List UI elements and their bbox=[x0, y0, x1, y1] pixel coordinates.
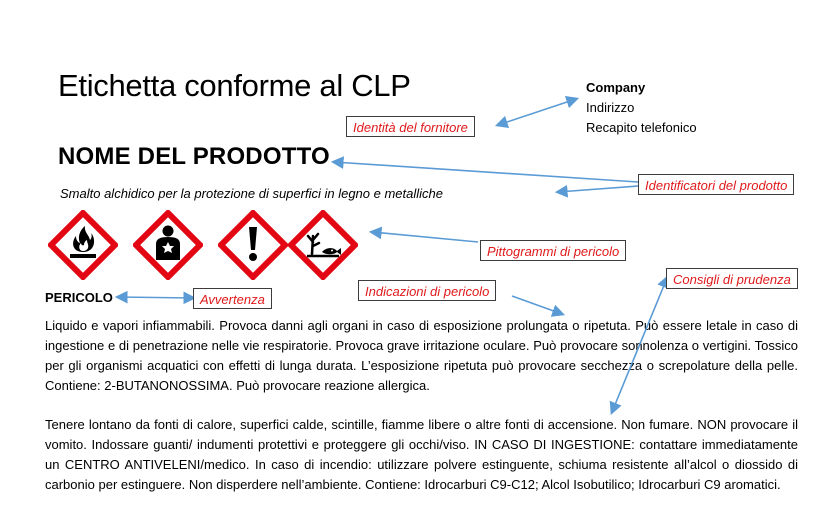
arrow-product-desc bbox=[558, 186, 638, 192]
company-block bbox=[586, 78, 697, 138]
health-hazard-icon bbox=[133, 210, 203, 280]
environment-icon bbox=[288, 210, 358, 280]
hazard-statements: Liquido e vapori infiammabili. Provoca danni agli organi in caso di esposizione prolungata o ripetuta. Può essere letale in caso di ingestione e di penetrazione nelle vie respiratorie. Provoca grave irritazione oculare. Può provocare sonnolenza o vertigini. Tossico per gli organismi acquatici con effetti di lunga durata. L’esposizione ripetuta può provocare secchezza o screpolature della pelle. Contiene: 2-BUTANONOSSIMA. Può provocare reazione allergica. bbox=[45, 318, 798, 393]
company-name: Company bbox=[586, 80, 646, 95]
arrow-product-name bbox=[334, 162, 638, 182]
signal-word: PERICOLO bbox=[45, 290, 113, 305]
flame-icon bbox=[48, 210, 118, 280]
arrow-supplier bbox=[498, 99, 576, 125]
company-phone: Recapito telefonico bbox=[586, 120, 697, 135]
exclamation-mark-icon bbox=[218, 210, 288, 280]
arrow-pictograms bbox=[372, 232, 478, 242]
page-title: Etichetta conforme al CLP bbox=[58, 68, 411, 103]
product-description: Smalto alchidico per la protezione di superfici in legno e metalliche bbox=[60, 186, 443, 201]
arrow-hazard bbox=[512, 296, 562, 314]
product-name: NOME DEL PRODOTTO bbox=[58, 143, 330, 170]
company-address: Indirizzo bbox=[586, 100, 635, 115]
callout-product-identifiers: Identificatori del prodotto bbox=[638, 174, 794, 195]
callout-hazard-statements: Indicazioni di pericolo bbox=[358, 280, 496, 301]
arrow-signal-word bbox=[118, 297, 193, 298]
callout-signal-word: Avvertenza bbox=[193, 288, 272, 309]
precautionary-statements: Tenere lontano da fonti di calore, superfici calde, scintille, fiamme libere o altre fonti di accensione. Non fumare. NON provocare il vomito. Indossare guanti/ indumenti protettivi e proteggere gli occhi/viso. IN CASO DI INGESTIONE: contattare immediatamente un CENTRO ANTIVELENI/medico. In caso di incendio: utilizzare polvere estinguente, schiuma resistente all’alcol o diossido di carbonio per estinguere. Non disperdere nell’ambiente. Contiene: Idrocarburi C9-C12; Alcol Isobutilico; Idrocarburi C9 aromatici. bbox=[45, 417, 798, 492]
callout-supplier: Identità del fornitore bbox=[346, 116, 475, 137]
callout-pictograms: Pittogrammi di pericolo bbox=[480, 240, 626, 261]
callout-precautionary-statements: Consigli di prudenza bbox=[666, 268, 798, 289]
